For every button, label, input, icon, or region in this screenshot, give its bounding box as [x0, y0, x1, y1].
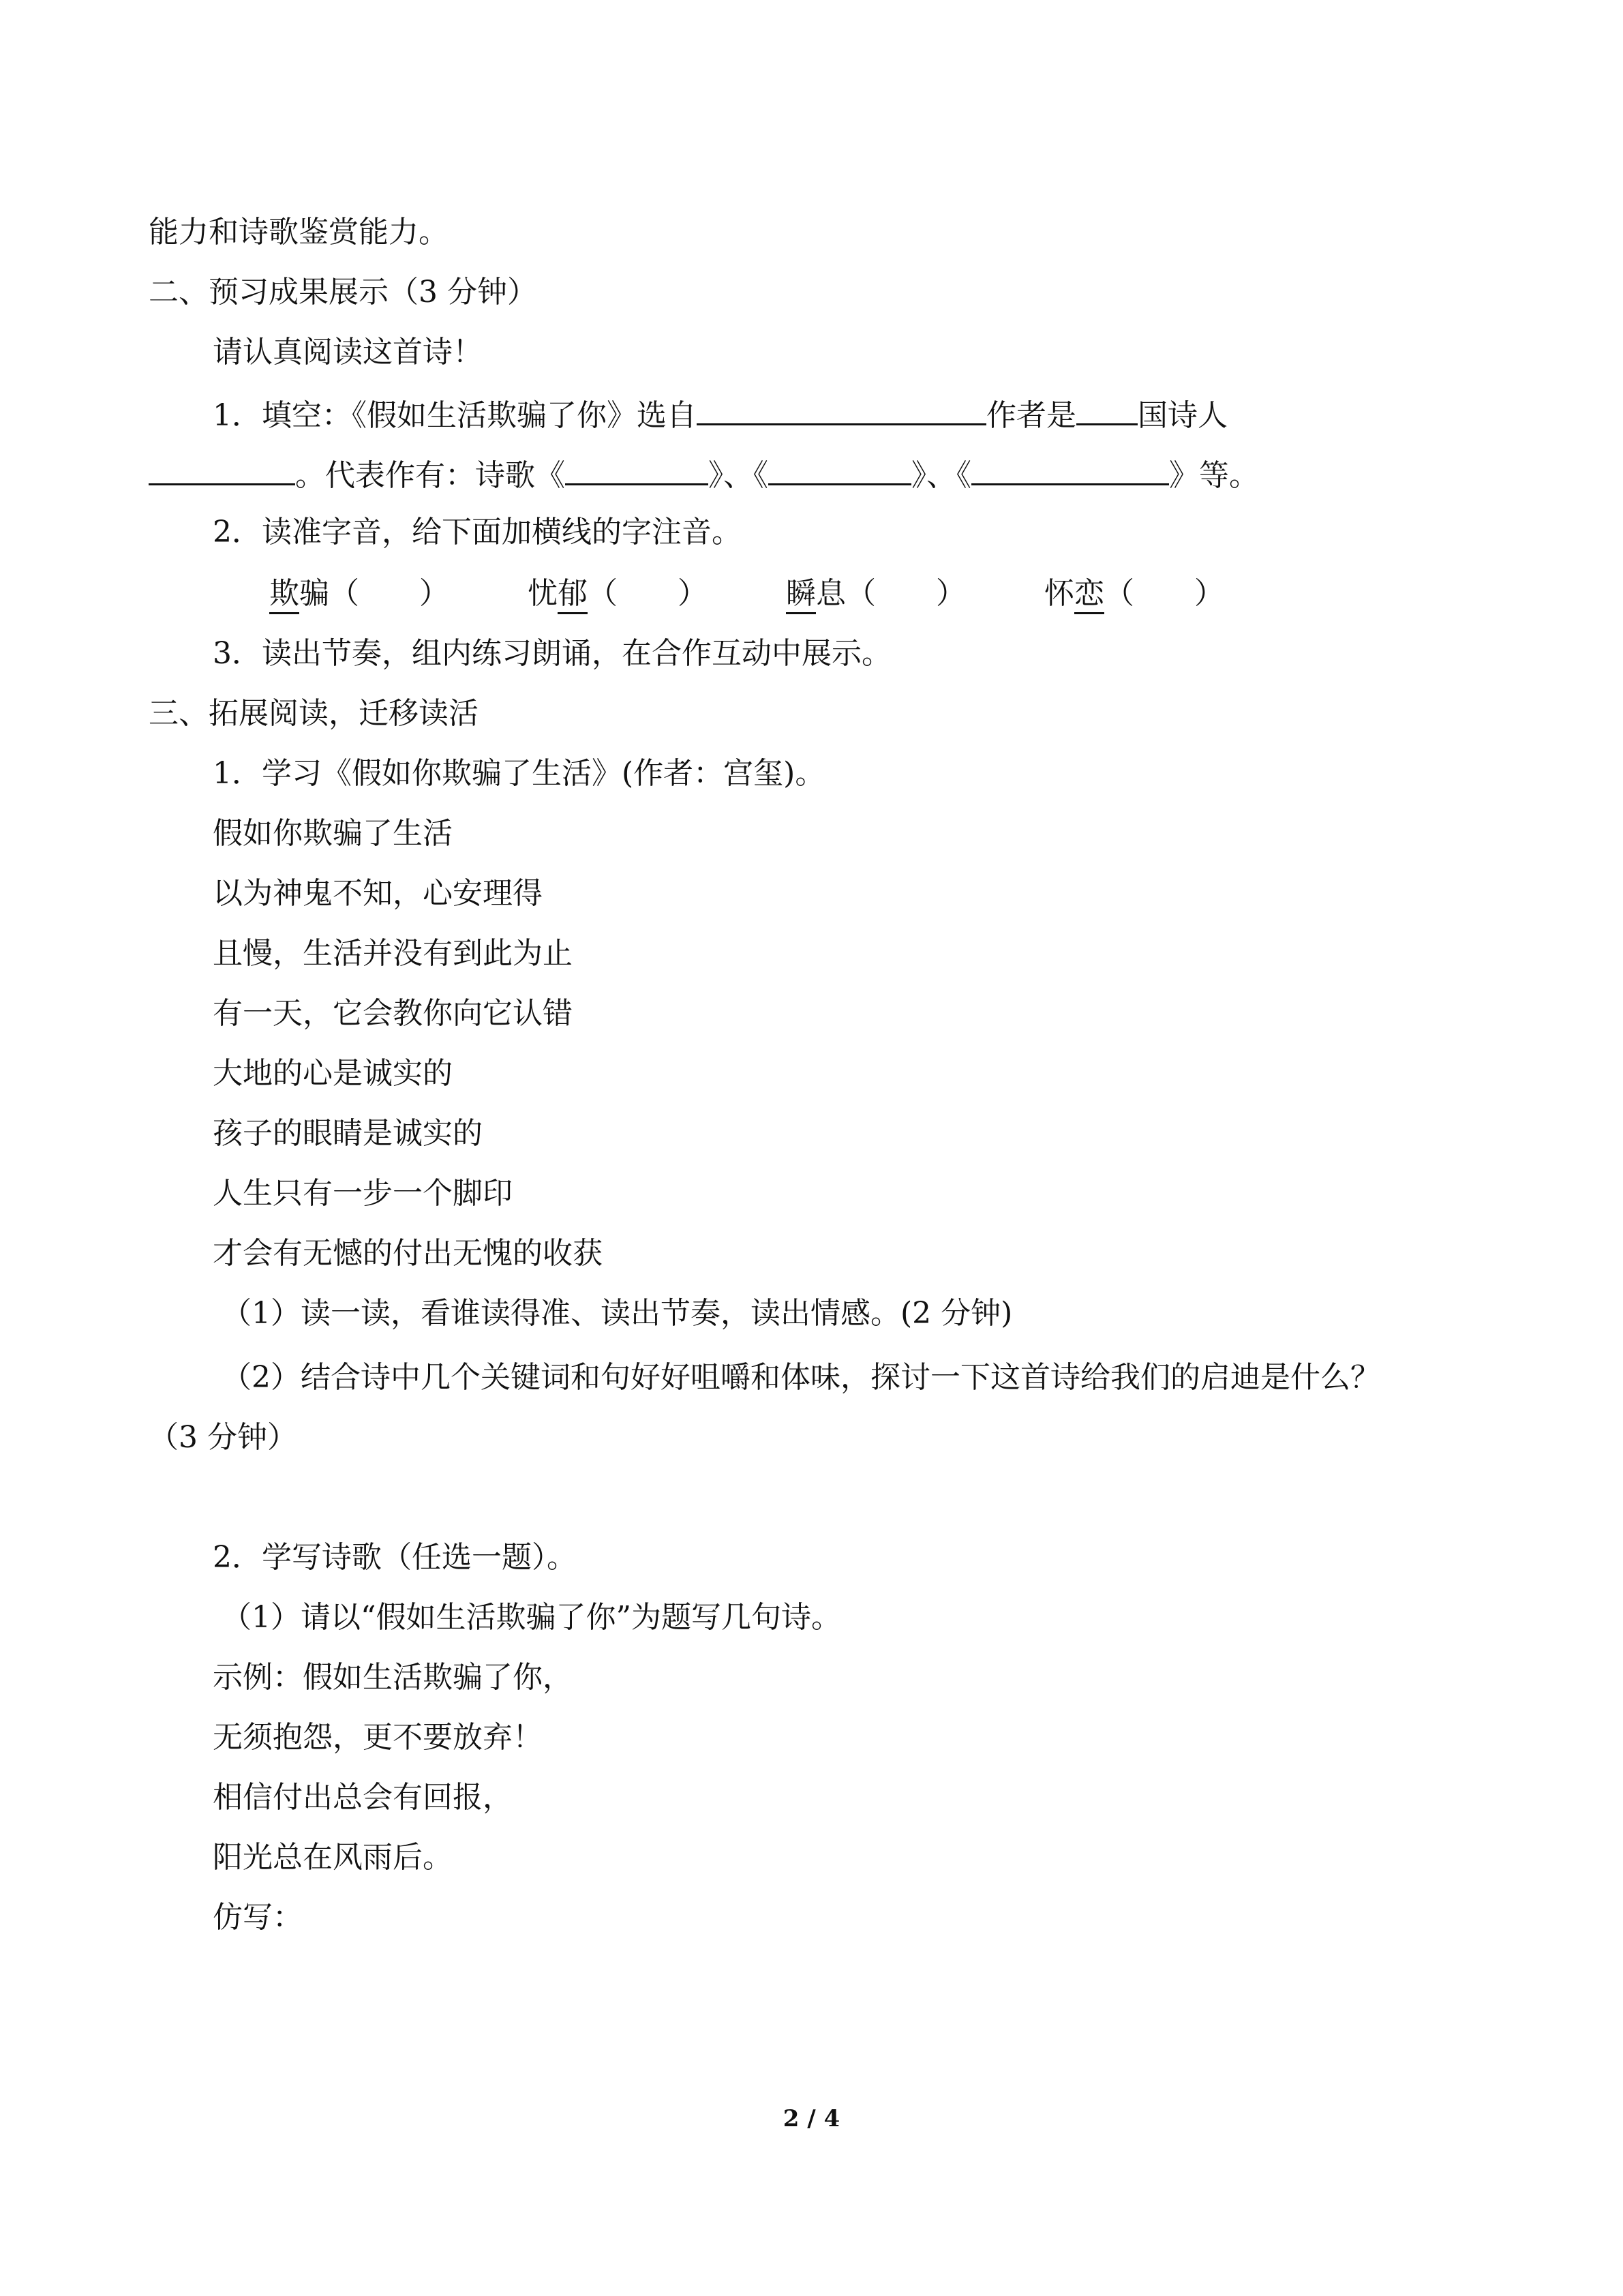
poem-line: 才会有无憾的付出无愧的收获: [213, 1236, 603, 1271]
example-line: 无须抱怨，更不要放弃！: [213, 1720, 543, 1755]
answer-blank[interactable]: [768, 453, 911, 485]
pronunciation-item: 忧郁（ ）: [528, 575, 708, 613]
text-line: 1．学习《假如你欺骗了生活》(作者：宫玺)。: [213, 756, 825, 791]
answer-parentheses[interactable]: （ ）: [1104, 576, 1224, 611]
text-line: 2．读准字音，给下面加横线的字注音。: [213, 515, 742, 549]
text-line: 2．学写诗歌（任选一题）。: [213, 1540, 577, 1575]
underlined-char: 郁: [558, 576, 588, 614]
underlined-char: 恋: [1074, 576, 1104, 614]
text-segment: 国诗人: [1138, 398, 1228, 433]
writing-prompt: 仿写：: [213, 1900, 303, 1935]
underlined-char: 欺: [269, 576, 299, 614]
underlined-char: 瞬: [786, 576, 816, 614]
answer-blank[interactable]: [565, 453, 708, 485]
text-line: 能力和诗歌鉴赏能力。: [149, 215, 449, 250]
poem-line: 大地的心是诚实的: [213, 1056, 453, 1091]
pronunciation-row: [269, 575, 1224, 613]
question-line: （1）读一读，看谁读得准、读出节奏，读出情感。(2 分钟): [222, 1296, 1013, 1331]
text-segment: 1．填空：《假如生活欺骗了你》选自: [213, 398, 697, 433]
answer-blank[interactable]: [697, 393, 986, 425]
answer-parentheses[interactable]: （ ）: [846, 576, 966, 611]
pronunciation-item: 怀恋（ ）: [1044, 575, 1224, 613]
text-segment: 》、《: [708, 458, 768, 493]
text-line: 请认真阅读这首诗！: [213, 335, 483, 369]
poem-line: 以为神鬼不知，心安理得: [213, 876, 543, 911]
example-line: 相信付出总会有回报，: [213, 1780, 513, 1815]
poem-line: 孩子的眼睛是诚实的: [213, 1116, 483, 1151]
answer-parentheses[interactable]: （ ）: [329, 576, 449, 611]
question-line: （3 分钟）: [149, 1420, 297, 1455]
fill-in-question: [213, 393, 1228, 435]
text-segment: 》、《: [911, 458, 971, 493]
example-line: 示例：假如生活欺骗了你，: [213, 1660, 573, 1695]
answer-blank[interactable]: [149, 453, 295, 485]
answer-blank[interactable]: [971, 453, 1169, 485]
text-segment: 》等。: [1169, 458, 1259, 493]
text-segment: 作者是: [986, 398, 1076, 433]
poem-line: 有一天，它会教你向它认错: [213, 996, 573, 1031]
answer-blank[interactable]: [1076, 393, 1138, 425]
poem-line: 假如你欺骗了生活: [213, 816, 453, 851]
pronunciation-item: 瞬息（ ）: [786, 575, 966, 613]
answer-parentheses[interactable]: （ ）: [588, 576, 708, 611]
text-line: 3．读出节奏，组内练习朗诵，在合作互动中展示。: [213, 636, 892, 671]
pronunciation-item: 欺骗（ ）: [269, 575, 449, 613]
question-line: （2）结合诗中几个关键词和句好好咀嚼和体味，探讨一下这首诗给我们的启迪是什么？: [222, 1360, 1380, 1395]
poem-line: 且慢，生活并没有到此为止: [213, 936, 573, 971]
section-heading: 二、预习成果展示（3 分钟）: [149, 275, 537, 309]
section-heading: 三、拓展阅读，迁移读活: [149, 696, 479, 731]
text-segment: 。代表作有：诗歌《: [295, 458, 565, 493]
text-line: （1）请以“假如生活欺骗了你”为题写几句诗。: [222, 1600, 841, 1635]
fill-in-question-continued: [149, 453, 1259, 495]
poem-line: 人生只有一步一个脚印: [213, 1176, 513, 1211]
example-line: 阳光总在风雨后。: [213, 1840, 453, 1875]
page-number: 2 / 4: [783, 2105, 840, 2132]
